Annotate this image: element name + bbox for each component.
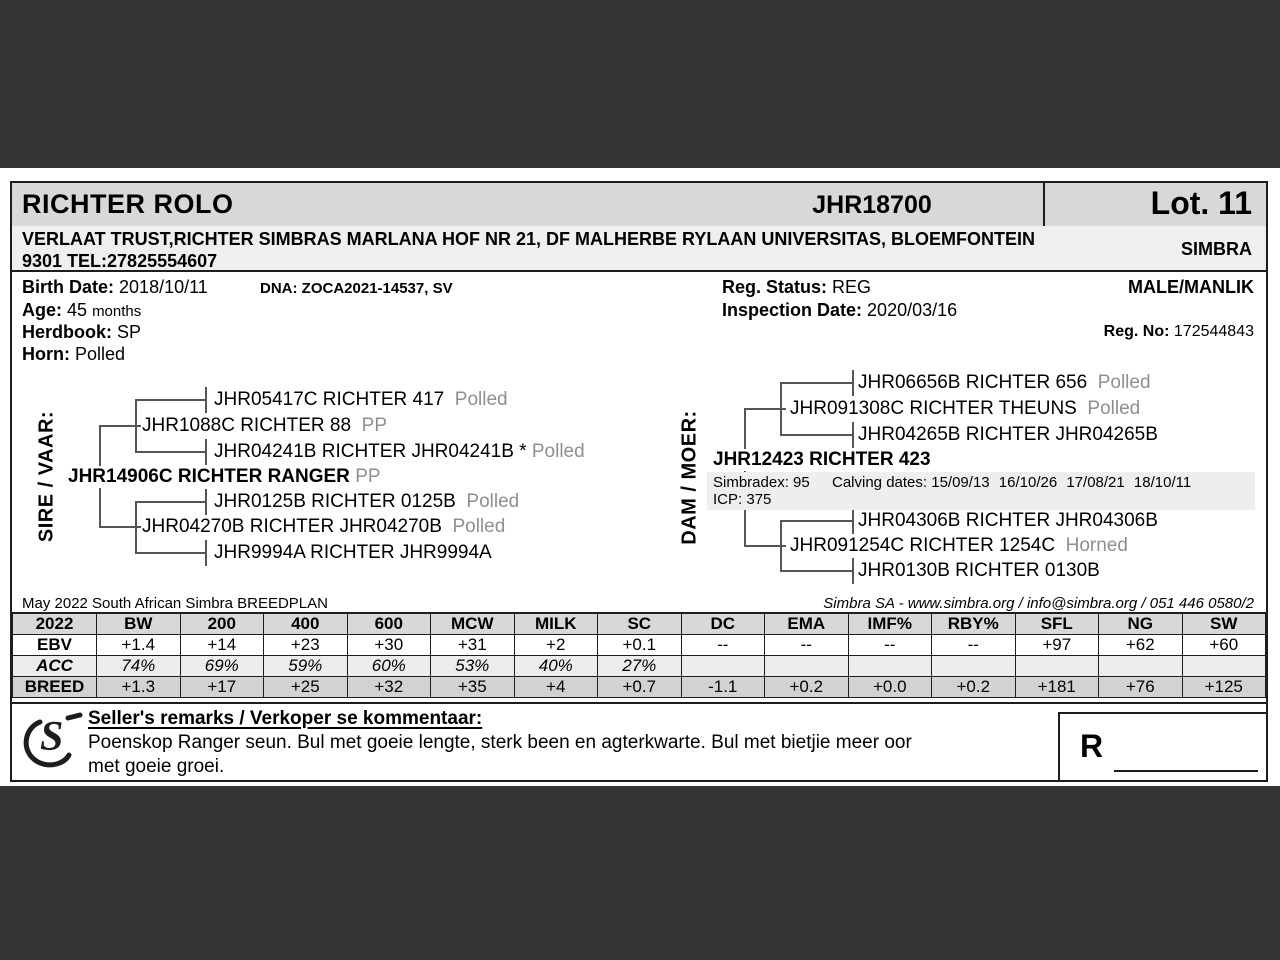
pedigree-connector: [852, 508, 854, 534]
sex-label: MALE/MANLIK: [1128, 277, 1254, 297]
table-cell: [1099, 656, 1183, 677]
table-cell: +1.4: [97, 635, 181, 656]
age-row: Age: 45 months: [22, 300, 142, 320]
table-header-cell: 400: [264, 613, 348, 635]
table-cell: 60%: [347, 656, 431, 677]
table-cell: --: [681, 635, 765, 656]
table-header-cell: SW: [1182, 613, 1266, 635]
seller-remarks-section: [12, 702, 1266, 780]
lot-card: [10, 181, 1268, 782]
table-cell: +4: [514, 677, 598, 698]
table-header-cell: NG: [1099, 613, 1183, 635]
remarks-line-1: Poenskop Ranger seun. Bul met goeie lengte, sterk been en agterkwarte. Bul met bietjie meer oor: [88, 732, 912, 753]
sire-grandparent-1: JHR05417C RICHTER 417 Polled: [214, 389, 508, 410]
pedigree-connector: [135, 451, 207, 453]
address-line-1: VERLAAT TRUST,RICHTER SIMBRAS MARLANA HOF NR 21, DF MALHERBE RYLAAN UNIVERSITAS, BLOEMFONTEIN: [22, 229, 1036, 249]
dam-section-label: DAM / MOER:: [678, 410, 701, 545]
table-cell: 53%: [431, 656, 515, 677]
table-header-cell: RBY%: [932, 613, 1016, 635]
table-header-cell: 200: [180, 613, 264, 635]
title-band: [12, 183, 1266, 228]
table-cell: +14: [180, 635, 264, 656]
breedplan-source-note: May 2022 South African Simbra BREEDPLAN: [22, 595, 328, 612]
table-cell: +125: [1182, 677, 1266, 698]
remarks-line-2: met goeie groei.: [88, 756, 225, 777]
table-cell: [765, 656, 849, 677]
table-cell: -1.1: [681, 677, 765, 698]
simbra-contact-note: Simbra SA - www.simbra.org / info@simbra.org / 051 446 0580/2: [823, 595, 1254, 612]
table-header-cell: EMA: [765, 613, 849, 635]
table-header-cell: SFL: [1015, 613, 1099, 635]
sire-parent-1: JHR1088C RICHTER 88 PP: [142, 415, 387, 436]
simbra-logo-icon: [20, 710, 84, 772]
dam-parent-1: JHR091308C RICHTER THEUNS Polled: [790, 398, 1141, 419]
dam-parent-2: JHR091254C RICHTER 1254C Horned: [790, 535, 1128, 556]
animal-id: JHR18700: [812, 191, 932, 219]
seller-address: [12, 226, 1266, 272]
pedigree-connector: [205, 387, 207, 413]
table-cell: [1015, 656, 1099, 677]
row-label: ACC: [13, 656, 97, 677]
sire-parent-2: JHR04270B RICHTER JHR04270B Polled: [142, 516, 506, 537]
table-cell: [848, 656, 932, 677]
reg-status-row: Reg. Status: REG: [722, 277, 872, 297]
table-cell: +32: [347, 677, 431, 698]
table-cell: +1.3: [97, 677, 181, 698]
table-row-acc: [13, 656, 1266, 677]
table-cell: 59%: [264, 656, 348, 677]
calving-dates-stat: Calving dates: 15/09/13 16/10/26 17/08/21 18/10/11: [832, 474, 1192, 491]
svg-text:S: S: [40, 714, 64, 760]
sire-name: JHR14906C RICHTER RANGER PP: [68, 466, 389, 488]
icp-stat: ICP: 375: [713, 491, 772, 508]
address-line-2: 9301 TEL:27825554607: [22, 251, 218, 271]
pedigree-connector: [135, 501, 137, 554]
table-cell: +30: [347, 635, 431, 656]
remarks-heading: Seller's remarks / Verkoper se kommentaar:: [88, 708, 483, 729]
table-cell: +2: [514, 635, 598, 656]
table-cell: +0.0: [848, 677, 932, 698]
dam-name: JHR12423 RICHTER 423: [713, 449, 939, 471]
table-header-cell: DC: [681, 613, 765, 635]
simbradex-stat: Simbradex: 95: [713, 474, 810, 491]
price-box: [1058, 712, 1266, 780]
table-row-breed: [13, 677, 1266, 698]
table-header-cell: 2022: [13, 613, 97, 635]
table-cell: --: [765, 635, 849, 656]
table-header-row: [13, 613, 1266, 635]
table-cell: +31: [431, 635, 515, 656]
table-cell: +23: [264, 635, 348, 656]
table-cell: --: [932, 635, 1016, 656]
pedigree-connector: [205, 489, 207, 515]
table-cell: --: [848, 635, 932, 656]
pedigree-connector: [852, 370, 854, 396]
reg-no-row: Reg. No: 172544843: [1103, 323, 1254, 340]
table-header-cell: MCW: [431, 613, 515, 635]
sire-grandparent-4: JHR9994A RICHTER JHR9994A: [214, 542, 492, 563]
pedigree-connector: [852, 558, 854, 584]
sire-section-label: SIRE / VAAR:: [35, 410, 58, 543]
dam-grandparent-1: JHR06656B RICHTER 656 Polled: [858, 372, 1151, 393]
table-cell: 69%: [180, 656, 264, 677]
breedplan-table: [12, 612, 1266, 698]
pedigree-connector: [780, 382, 852, 384]
pedigree-connector: [135, 399, 207, 401]
table-cell: +97: [1015, 635, 1099, 656]
table-cell: +0.1: [598, 635, 682, 656]
pedigree-connector: [780, 382, 782, 436]
pedigree-connector: [780, 434, 852, 436]
table-cell: 27%: [598, 656, 682, 677]
table-cell: +25: [264, 677, 348, 698]
table-cell: [681, 656, 765, 677]
pedigree-connector: [205, 540, 207, 566]
table-header-cell: SC: [598, 613, 682, 635]
horn-row: Horn: Polled: [22, 344, 126, 364]
pedigree-connector: [780, 570, 852, 572]
table-header-cell: MILK: [514, 613, 598, 635]
price-currency-label: R: [1080, 728, 1104, 764]
table-cell: +35: [431, 677, 515, 698]
table-cell: 40%: [514, 656, 598, 677]
animal-name: RICHTER ROLO: [22, 189, 234, 219]
table-row-ebv: [13, 635, 1266, 656]
table-cell: +0.2: [765, 677, 849, 698]
table-cell: [1182, 656, 1266, 677]
pedigree-connector: [205, 439, 207, 465]
table-cell: +60: [1182, 635, 1266, 656]
pedigree-connector: [780, 520, 852, 522]
sire-grandparent-2: JHR04241B RICHTER JHR04241B * Polled: [214, 441, 585, 462]
catalog-page: [0, 168, 1280, 786]
table-cell: +0.7: [598, 677, 682, 698]
row-label: BREED: [13, 677, 97, 698]
table-cell: +17: [180, 677, 264, 698]
birth-date-row: Birth Date: 2018/10/11: [22, 277, 208, 297]
pedigree-connector: [135, 501, 207, 503]
table-cell: [932, 656, 1016, 677]
dam-grandparent-2: JHR04265B RICHTER JHR04265B: [858, 424, 1158, 445]
dna-row: DNA: ZOCA2021-14537, SV: [260, 280, 453, 297]
pedigree-connector: [780, 520, 782, 572]
table-header-cell: BW: [97, 613, 181, 635]
table-header-cell: IMF%: [848, 613, 932, 635]
sire-grandparent-3: JHR0125B RICHTER 0125B Polled: [214, 491, 520, 512]
herdbook-row: Herdbook: SP: [22, 322, 142, 342]
table-cell: +181: [1015, 677, 1099, 698]
table-header-cell: 600: [347, 613, 431, 635]
pedigree-connector: [852, 422, 854, 448]
table-cell: +62: [1099, 635, 1183, 656]
table-cell: +76: [1099, 677, 1183, 698]
row-label: EBV: [13, 635, 97, 656]
pedigree-connector: [135, 399, 137, 453]
price-fill-line: [1114, 770, 1258, 772]
breed-label: SIMBRA: [1181, 239, 1252, 259]
dam-grandparent-3: JHR04306B RICHTER JHR04306B: [858, 510, 1158, 531]
inspection-date-row: Inspection Date: 2020/03/16: [722, 300, 958, 320]
lot-number: Lot. 11: [1043, 183, 1266, 226]
table-cell: 74%: [97, 656, 181, 677]
pedigree-connector: [135, 552, 207, 554]
table-cell: +0.2: [932, 677, 1016, 698]
dam-grandparent-4: JHR0130B RICHTER 0130B: [858, 560, 1100, 581]
